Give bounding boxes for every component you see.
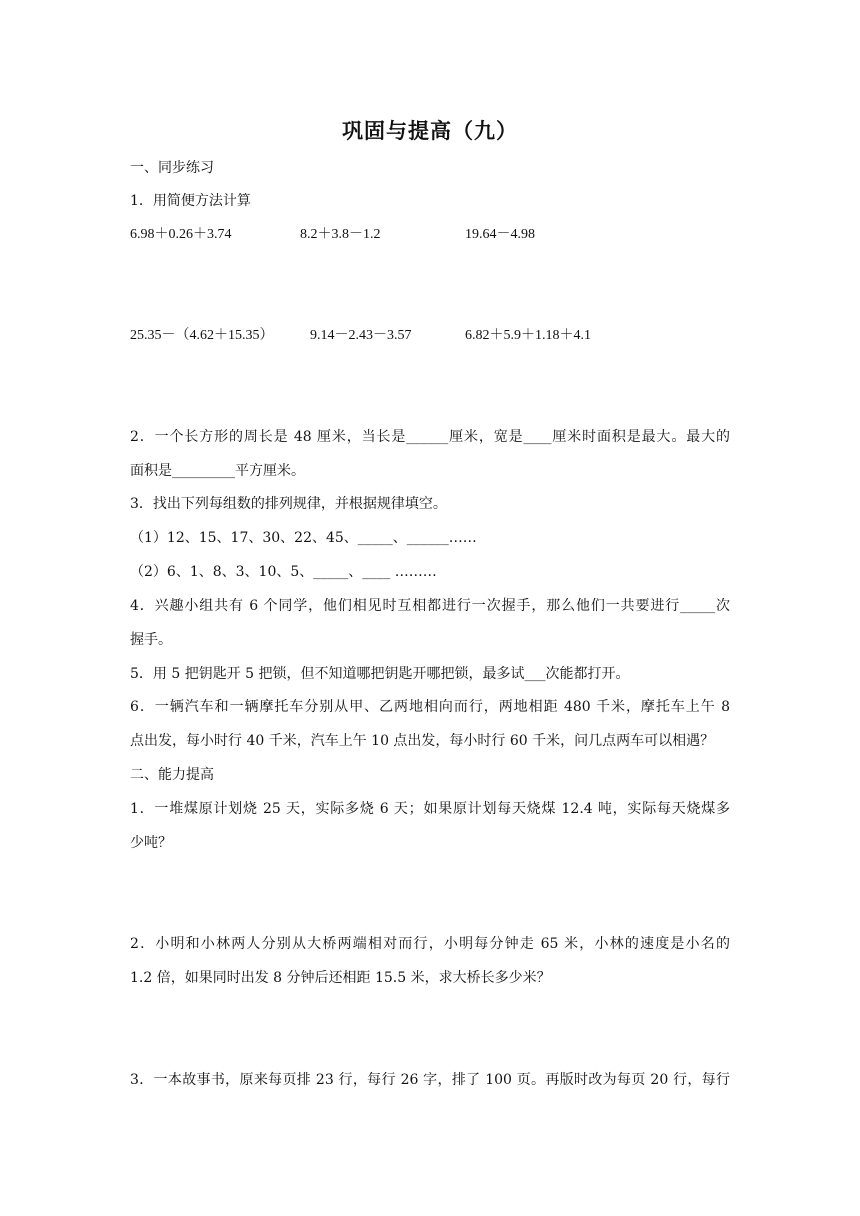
problem-2-line: 1.2 倍，如果同时出发 8 分钟后还相距 15.5 米，求大桥长多少米？ bbox=[130, 970, 551, 986]
expression: 19.64－4.98 bbox=[465, 227, 535, 242]
question-2-line: 2．一个长方形的周长是 48 厘米，当长是______厘米，宽是____厘米时面积是最大。最大的 bbox=[130, 429, 730, 445]
expression: 8.2＋3.8－1.2 bbox=[300, 227, 381, 242]
question-3-sub: （2）6、1、8、3、10、5、_____、____ ……… bbox=[130, 564, 437, 580]
question-3-sub: （1）12、15、17、30、22、45、_____、______…… bbox=[130, 530, 477, 546]
section-heading-practice: 一、同步练习 bbox=[130, 160, 214, 176]
question-6-line: 点出发，每小时行 40 千米，汽车上午 10 点出发，每小时行 60 千米，问几点两车可以相遇？ bbox=[130, 733, 715, 749]
expression: 6.82＋5.9＋1.18＋4.1 bbox=[465, 328, 591, 343]
expression: 6.98＋0.26＋3.74 bbox=[130, 227, 232, 242]
problem-1-line: 1．一堆煤原计划烧 25 天，实际多烧 6 天；如果原计划每天烧煤 12.4 吨，实际每天烧煤多 bbox=[130, 801, 730, 817]
expression: 9.14－2.43－3.57 bbox=[310, 328, 412, 343]
question-5-line: 5．用 5 把钥匙开 5 把锁，但不知道哪把钥匙开哪把锁，最多试___次能都打开。 bbox=[130, 666, 630, 682]
question-6-line: 6．一辆汽车和一辆摩托车分别从甲、乙两地相向而行，两地相距 480 千米，摩托车上午 8 bbox=[130, 699, 730, 715]
question-2-line: 面积是_________平方厘米。 bbox=[130, 463, 305, 479]
problem-2-line: 2．小明和小林两人分别从大桥两端相对而行，小明每分钟走 65 米，小林的速度是小名的 bbox=[130, 936, 730, 952]
question-4-line: 握手。 bbox=[130, 632, 172, 648]
question-3-line: 3．找出下列每组数的排列规律，并根据规律填空。 bbox=[130, 496, 447, 512]
question-4-line: 4．兴趣小组共有 6 个同学，他们相见时互相都进行一次握手，那么他们一共要进行_____次 bbox=[130, 598, 730, 614]
problem-1-line: 少吨？ bbox=[130, 835, 172, 851]
expression: 25.35－（4.62＋15.35） bbox=[130, 328, 274, 343]
problem-3-line: 3．一本故事书，原来每页排 23 行，每行 26 字，排了 100 页。再版时改为每页 20 行，每行 bbox=[130, 1072, 730, 1088]
question-1-label: 1．用简便方法计算 bbox=[130, 193, 251, 209]
page-title: 巩固与提高（九） bbox=[342, 119, 518, 143]
section-heading-ability: 二、能力提高 bbox=[130, 767, 214, 783]
